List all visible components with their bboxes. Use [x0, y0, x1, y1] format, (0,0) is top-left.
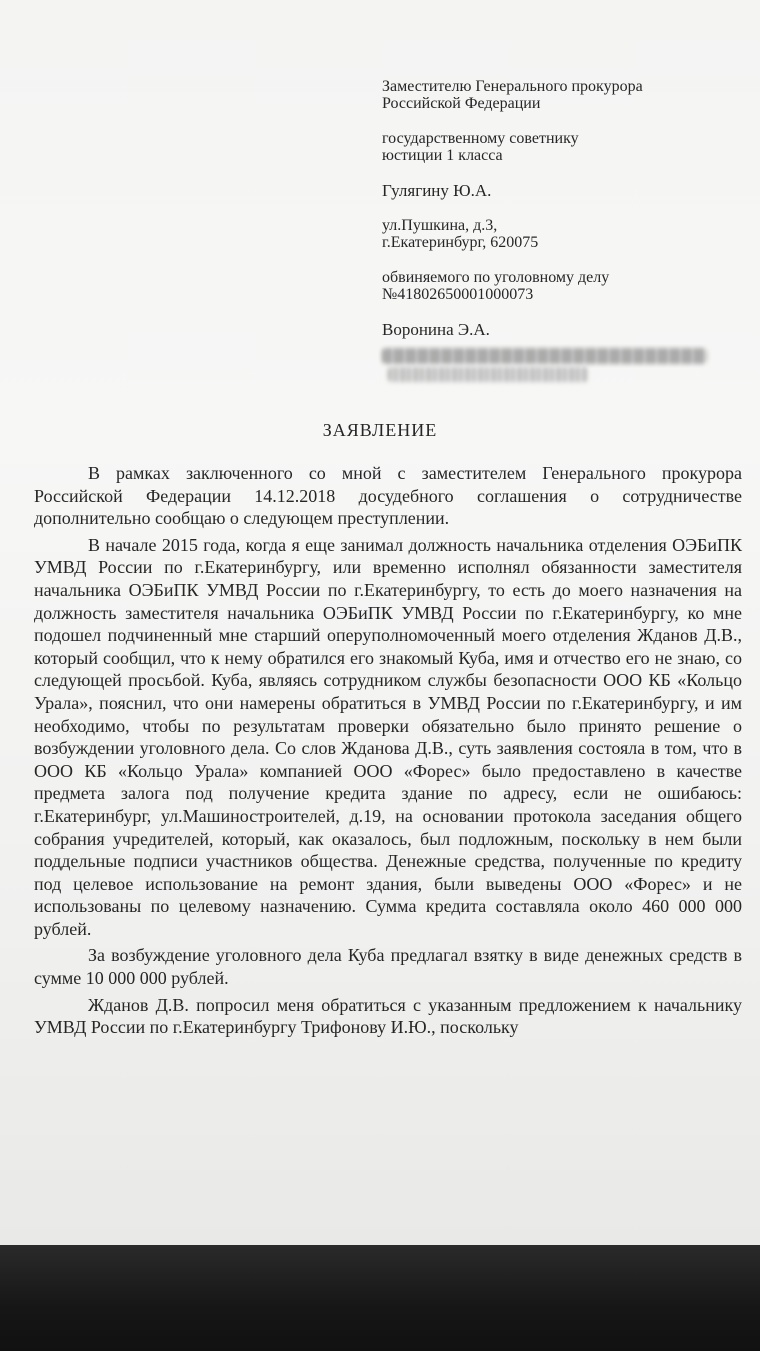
paragraph: За возбуждение уголовного дела Куба предлагал взятку в виде денежных средств в сумме 10 000 000 рублей. — [34, 945, 742, 989]
redacted-address — [382, 348, 712, 386]
case-reference-line: обвиняемого по уголовному делу — [382, 269, 610, 286]
paragraph: Жданов Д.В. попросил меня обратиться с указанным предложением к начальнику УМВД России по г.Екатеринбургу Трифонову И.Ю., поскольку — [34, 994, 742, 1038]
addressee-name-group — [382, 182, 722, 199]
paragraph: В рамках заключенного со мной с заместителем Генерального прокурора Российской Федерации 14.12.2018 досудебного соглашения о сотрудничестве дополнительно сообщаю о следующем преступлении. — [34, 463, 742, 529]
case-number: №41802650001000073 — [382, 286, 534, 303]
addressee-block — [382, 78, 722, 386]
statement-body — [34, 462, 742, 1039]
addressee-rank-line: государственному советнику — [382, 130, 579, 147]
addressee-address-line: г.Екатеринбург, 620075 — [382, 234, 539, 251]
paragraph: В начале 2015 года, когда я еще занимал должность начальника отделения ОЭБиПК УМВД России по г.Екатеринбургу, или временно исполнял обязанности заместителя начальника ОЭБиПК УМВД России по г.Екатеринбургу, то есть до моего назначения на должность заместителя начальника ОЭБиПК УМВД России по г.Екатеринбургу, ко мне подошел подчиненный мне старший оперуполномоченный моего отделения Жданов Д.В., который сообщил, что к нему обратился его знакомый Куба, имя и отчество его не знаю, со следующей просьбой. Куба, являясь сотрудником службы безопасности ООО КБ «Кольцо Урала», пояснил, что они намерены обратиться в УМВД России по г.Екатеринбургу, и им необходимо, чтобы по результатам проверки обязательно было принято решение о возбуждении уголовного дела. Со слов Жданова Д.В., суть заявления состояла в том, что в ООО КБ «Кольцо Урала» компанией ООО «Форес» было предоставлено в качестве предмета залога под получение кредита здание по адресу, если не ошибаюсь: г.Екатеринбург, ул.Машиностроителей, д.19, на основании протокола заседания общего собрания учредителей, который, как оказалось, был подложным, поскольку в нем были поддельные подписи участников общества. Денежные средства, полученные по кредиту под целевое использование на ремонт здания, были выведены ООО «Форес» и не использованы по целевому назначению. Сумма кредита составляла около 460 000 000 рублей. — [34, 534, 742, 939]
sender-name: Воронина Э.А. — [382, 320, 490, 339]
addressee-rank-line: юстиции 1 класса — [382, 147, 503, 164]
case-reference — [382, 269, 722, 303]
document-title: ЗАЯВЛЕНИЕ — [322, 420, 438, 440]
addressee-name: Гулягину Ю.А. — [382, 181, 492, 200]
redaction-blur — [388, 367, 588, 382]
addressee-position-line: Заместителю Генерального прокурора — [382, 78, 643, 95]
redaction-blur — [382, 348, 707, 364]
addressee-position — [382, 78, 722, 112]
background-surface — [0, 1245, 760, 1351]
addressee-rank — [382, 130, 722, 164]
addressee-address-line: ул.Пушкина, д.3, — [382, 217, 498, 234]
addressee-address — [382, 217, 722, 251]
addressee-position-line: Российской Федерации — [382, 95, 541, 112]
sender-group — [382, 321, 722, 338]
